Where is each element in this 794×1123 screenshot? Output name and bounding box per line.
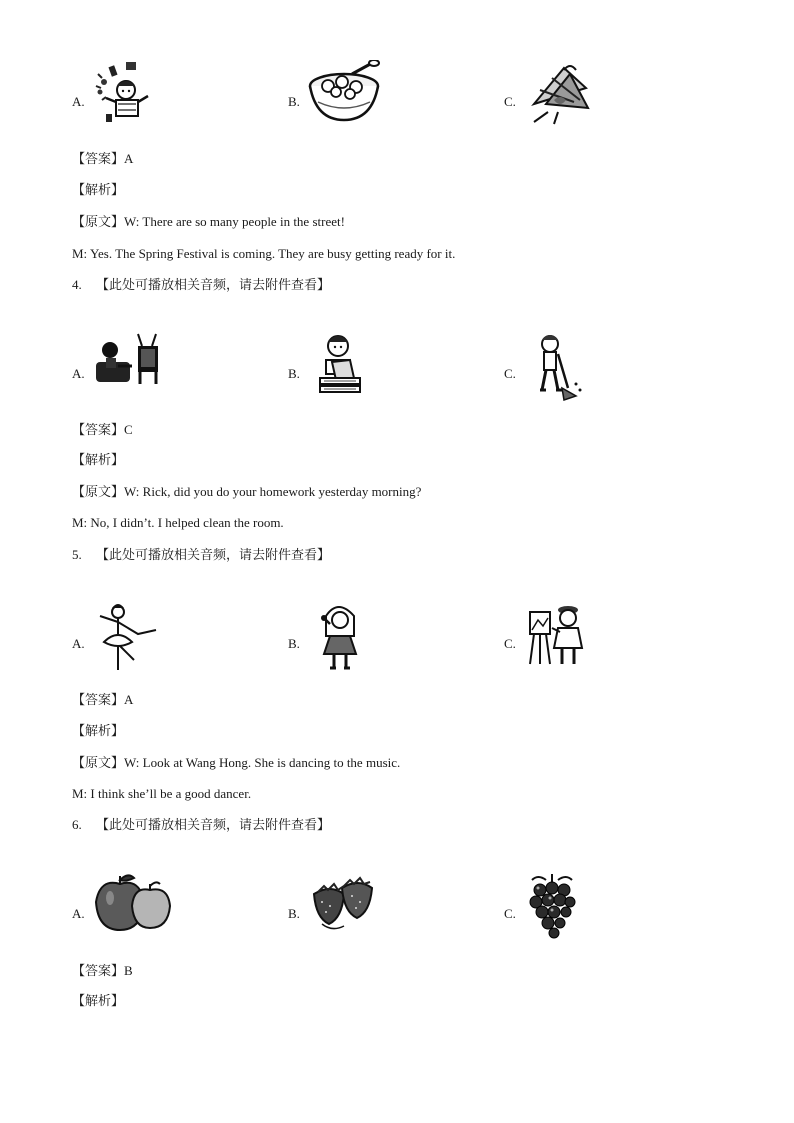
- answer-line: [72, 151, 133, 168]
- option-c[interactable]: [504, 636, 704, 708]
- zongzi-icon: [524, 60, 596, 126]
- script-label: 【原文】: [72, 756, 125, 771]
- script-text: W: Rick, did you do your homework yesterday morning?: [124, 484, 422, 499]
- script-label: 【原文】: [72, 485, 125, 500]
- apples-icon: [92, 872, 176, 934]
- option-letter: B.: [288, 906, 300, 921]
- option-b[interactable]: [288, 94, 488, 166]
- question-number: 6.: [72, 817, 82, 832]
- script-text: M: Yes. The Spring Festival is coming. They are busy getting ready for it.: [72, 246, 456, 261]
- option-c[interactable]: [504, 906, 704, 978]
- question-number: 4.: [72, 277, 82, 292]
- question-number: 5.: [72, 547, 82, 562]
- answer-value: A: [124, 692, 134, 707]
- answer-line: [72, 692, 133, 709]
- script-line: [72, 214, 345, 231]
- audio-prompt[interactable]: 【此处可播放相关音频，请去附件查看】: [96, 278, 331, 293]
- strawberries-icon: [308, 872, 380, 934]
- script-text: W: Look at Wang Hong. She is dancing to the music.: [124, 755, 401, 770]
- answer-line: [72, 422, 133, 439]
- option-letter: A.: [72, 636, 85, 651]
- firecrackers-icon: [92, 60, 156, 126]
- answer-value: A: [124, 151, 134, 166]
- ballet-dancer-icon: [92, 602, 164, 674]
- audio-prompt[interactable]: 【此处可播放相关音频，请去附件查看】: [96, 818, 331, 833]
- answer-value: B: [124, 963, 133, 978]
- option-letter: B.: [288, 636, 300, 651]
- option-letter: A.: [72, 94, 85, 109]
- dumplings-bowl-icon: [308, 60, 380, 124]
- analysis-label: 【解析】: [72, 453, 125, 468]
- option-letter: C.: [504, 906, 516, 921]
- option-b[interactable]: [288, 366, 488, 438]
- boy-reading-icon: [308, 332, 372, 396]
- script-text: W: There are so many people in the street!: [124, 214, 345, 229]
- option-b[interactable]: [288, 636, 488, 708]
- answer-label: 【答案】: [72, 152, 125, 167]
- girl-painting-icon: [524, 602, 588, 674]
- answer-label: 【答案】: [72, 693, 125, 708]
- option-c[interactable]: [504, 94, 704, 166]
- option-letter: A.: [72, 366, 85, 381]
- script-label: 【原文】: [72, 215, 125, 230]
- analysis-label: 【解析】: [72, 183, 125, 198]
- question-header: [72, 817, 330, 834]
- script-line: [72, 755, 400, 772]
- option-letter: A.: [72, 906, 85, 921]
- option-letter: C.: [504, 636, 516, 651]
- question-header: [72, 277, 330, 294]
- watching-tv-icon: [92, 332, 164, 388]
- answer-label: 【答案】: [72, 423, 125, 438]
- script-line: [72, 484, 421, 501]
- answer-label: 【答案】: [72, 964, 125, 979]
- answer-value: C: [124, 422, 133, 437]
- option-letter: C.: [504, 366, 516, 381]
- question-header: [72, 547, 330, 564]
- boy-sweeping-icon: [524, 332, 588, 402]
- option-c[interactable]: [504, 366, 704, 438]
- audio-prompt[interactable]: 【此处可播放相关音频，请去附件查看】: [96, 548, 331, 563]
- grapes-icon: [524, 872, 584, 942]
- analysis-label: 【解析】: [72, 724, 125, 739]
- script-text: M: No, I didn’t. I helped clean the room.: [72, 515, 284, 530]
- option-letter: C.: [504, 94, 516, 109]
- option-letter: B.: [288, 94, 300, 109]
- option-letter: B.: [288, 366, 300, 381]
- answer-line: [72, 963, 133, 980]
- analysis-label: 【解析】: [72, 994, 125, 1009]
- option-b[interactable]: [288, 906, 488, 978]
- script-text: M: I think she’ll be a good dancer.: [72, 786, 252, 801]
- girl-singing-icon: [308, 602, 372, 674]
